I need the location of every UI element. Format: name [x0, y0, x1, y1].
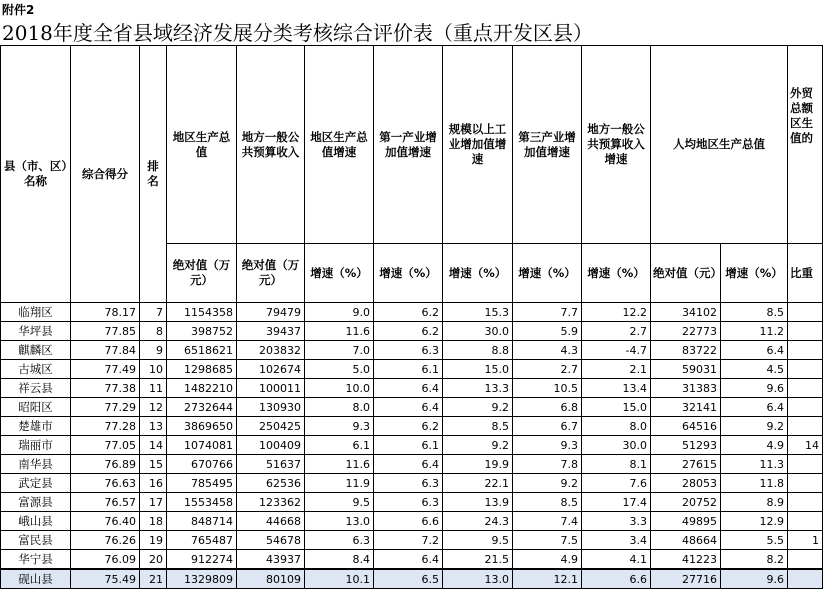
cell-per-capita-abs: 20752: [651, 493, 721, 512]
cell-budget: 100011: [237, 379, 305, 398]
cell-budget-growth: 30.0: [582, 436, 651, 455]
cell-extra: [788, 455, 823, 474]
table-row: [1, 550, 823, 570]
header-gdp: 地区生产总值: [167, 46, 237, 244]
cell-primary-growth: 6.3: [374, 474, 443, 493]
cell-tertiary-growth: 8.5: [513, 493, 582, 512]
cell-per-capita-abs: 27615: [651, 455, 721, 474]
cell-rank: 15: [140, 455, 167, 474]
table-row: [1, 455, 823, 474]
table-row: [1, 531, 823, 550]
cell-rank: 19: [140, 531, 167, 550]
cell-industrial-growth: 30.0: [443, 322, 513, 341]
cell-gdp-growth: 6.1: [305, 436, 374, 455]
cell-gdp-growth: 5.0: [305, 360, 374, 379]
cell-gdp-growth: 9.0: [305, 303, 374, 322]
cell-per-capita-growth: 9.2: [721, 417, 788, 436]
cell-per-capita-growth: 6.4: [721, 341, 788, 360]
cell-gdp-growth: 9.3: [305, 417, 374, 436]
cell-extra: [788, 493, 823, 512]
cell-rank: 9: [140, 341, 167, 360]
table-row: [1, 417, 823, 436]
cell-per-capita-growth: 11.2: [721, 322, 788, 341]
cell-budget: 80109: [237, 569, 305, 589]
cell-score: 76.89: [71, 455, 140, 474]
cell-industrial-growth: 24.3: [443, 512, 513, 531]
table-row: [1, 360, 823, 379]
cell-gdp: 398752: [167, 322, 237, 341]
cell-score: 77.05: [71, 436, 140, 455]
cell-gdp-growth: 7.0: [305, 341, 374, 360]
cell-budget: 250425: [237, 417, 305, 436]
header-score: 综合得分: [71, 46, 140, 303]
cell-rank: 12: [140, 398, 167, 417]
cell-rank: 20: [140, 550, 167, 570]
cell-per-capita-abs: 28053: [651, 474, 721, 493]
cell-per-capita-abs: 41223: [651, 550, 721, 570]
table-title: 2018年度全省县域经济发展分类考核综合评价表（重点开发区县）: [2, 21, 593, 45]
cell-primary-growth: 6.6: [374, 512, 443, 531]
cell-name: 砚山县: [1, 569, 71, 589]
cell-industrial-growth: 19.9: [443, 455, 513, 474]
cell-gdp-growth: 11.6: [305, 455, 374, 474]
cell-industrial-growth: 13.3: [443, 379, 513, 398]
cell-industrial-growth: 9.2: [443, 398, 513, 417]
cell-tertiary-growth: 4.9: [513, 550, 582, 570]
table-body: [1, 303, 823, 589]
sub-gdp-growth: 增速（%）: [305, 244, 374, 303]
cell-budget: 130930: [237, 398, 305, 417]
header-foreign-trade: 外贸总额区生值的: [788, 46, 823, 244]
cell-budget-growth: 3.4: [582, 531, 651, 550]
cell-budget-growth: 6.6: [582, 569, 651, 589]
sub-per-capita-abs: 绝对值（元）: [651, 244, 721, 303]
cell-gdp-growth: 10.0: [305, 379, 374, 398]
cell-industrial-growth: 9.5: [443, 531, 513, 550]
sub-gdp-abs: 绝对值（万元）: [167, 244, 237, 303]
cell-per-capita-growth: 4.9: [721, 436, 788, 455]
cell-gdp: 1482210: [167, 379, 237, 398]
cell-primary-growth: 6.4: [374, 455, 443, 474]
cell-primary-growth: 6.5: [374, 569, 443, 589]
cell-rank: 16: [140, 474, 167, 493]
cell-extra: [788, 303, 823, 322]
cell-name: 古城区: [1, 360, 71, 379]
cell-rank: 17: [140, 493, 167, 512]
cell-gdp: 765487: [167, 531, 237, 550]
cell-gdp-growth: 8.0: [305, 398, 374, 417]
cell-gdp: 1074081: [167, 436, 237, 455]
cell-industrial-growth: 9.2: [443, 436, 513, 455]
cell-gdp: 1154358: [167, 303, 237, 322]
cell-rank: 14: [140, 436, 167, 455]
table-row: [1, 341, 823, 360]
cell-industrial-growth: 15.0: [443, 360, 513, 379]
cell-primary-growth: 6.2: [374, 322, 443, 341]
cell-tertiary-growth: 9.3: [513, 436, 582, 455]
cell-extra: 14: [788, 436, 823, 455]
sub-tertiary-growth: 增速（%）: [513, 244, 582, 303]
cell-tertiary-growth: 7.7: [513, 303, 582, 322]
cell-score: 76.63: [71, 474, 140, 493]
cell-name: 南华县: [1, 455, 71, 474]
cell-tertiary-growth: 7.4: [513, 512, 582, 531]
cell-budget-growth: 2.7: [582, 322, 651, 341]
cell-score: 77.84: [71, 341, 140, 360]
cell-industrial-growth: 15.3: [443, 303, 513, 322]
cell-name: 华宁县: [1, 550, 71, 570]
annex-label: 附件2: [2, 3, 35, 17]
cell-per-capita-growth: 8.2: [721, 550, 788, 570]
sub-industrial-growth: 增速（%）: [443, 244, 513, 303]
cell-gdp: 6518621: [167, 341, 237, 360]
table-row: [1, 474, 823, 493]
cell-name: 临翔区: [1, 303, 71, 322]
cell-score: 77.49: [71, 360, 140, 379]
cell-score: 76.09: [71, 550, 140, 570]
cell-budget-growth: 8.1: [582, 455, 651, 474]
table-row: [1, 569, 823, 589]
cell-name: 华坪县: [1, 322, 71, 341]
cell-per-capita-abs: 48664: [651, 531, 721, 550]
cell-extra: [788, 474, 823, 493]
cell-rank: 11: [140, 379, 167, 398]
cell-industrial-growth: 22.1: [443, 474, 513, 493]
cell-per-capita-abs: 22773: [651, 322, 721, 341]
cell-score: 77.29: [71, 398, 140, 417]
cell-gdp: 1329809: [167, 569, 237, 589]
cell-extra: [788, 341, 823, 360]
cell-name: 武定县: [1, 474, 71, 493]
cell-score: 77.85: [71, 322, 140, 341]
header-industrial-growth: 规模以上工业增加值增速: [443, 46, 513, 244]
cell-budget: 100409: [237, 436, 305, 455]
cell-rank: 10: [140, 360, 167, 379]
cell-tertiary-growth: 7.5: [513, 531, 582, 550]
cell-score: 76.40: [71, 512, 140, 531]
cell-per-capita-growth: 9.6: [721, 379, 788, 398]
cell-budget: 102674: [237, 360, 305, 379]
cell-primary-growth: 6.2: [374, 303, 443, 322]
cell-gdp: 1298685: [167, 360, 237, 379]
cell-name: 峨山县: [1, 512, 71, 531]
sub-ratio: 比重: [788, 244, 823, 303]
cell-gdp-growth: 9.5: [305, 493, 374, 512]
header-budget-growth: 地方一般公共预算收入增速: [582, 46, 651, 244]
cell-budget-growth: 7.6: [582, 474, 651, 493]
cell-extra: [788, 417, 823, 436]
cell-per-capita-growth: 12.9: [721, 512, 788, 531]
cell-primary-growth: 6.1: [374, 436, 443, 455]
cell-gdp-growth: 11.6: [305, 322, 374, 341]
cell-rank: 8: [140, 322, 167, 341]
cell-primary-growth: 6.4: [374, 550, 443, 570]
cell-industrial-growth: 21.5: [443, 550, 513, 570]
cell-budget-growth: 2.1: [582, 360, 651, 379]
cell-budget: 203832: [237, 341, 305, 360]
cell-per-capita-abs: 49895: [651, 512, 721, 531]
cell-industrial-growth: 13.0: [443, 569, 513, 589]
cell-primary-growth: 6.3: [374, 341, 443, 360]
cell-extra: [788, 550, 823, 570]
header-gdp-growth: 地区生产总值增速: [305, 46, 374, 244]
cell-budget-growth: 13.4: [582, 379, 651, 398]
cell-gdp: 912274: [167, 550, 237, 570]
cell-budget-growth: 12.2: [582, 303, 651, 322]
cell-budget-growth: -4.7: [582, 341, 651, 360]
cell-score: 76.26: [71, 531, 140, 550]
header-budget-income: 地方一般公共预算收入: [237, 46, 305, 244]
header-primary-growth: 第一产业增加值增速: [374, 46, 443, 244]
table-row: [1, 436, 823, 455]
cell-rank: 21: [140, 569, 167, 589]
cell-extra: [788, 360, 823, 379]
cell-tertiary-growth: 9.2: [513, 474, 582, 493]
table-row: [1, 322, 823, 341]
cell-per-capita-growth: 5.5: [721, 531, 788, 550]
cell-primary-growth: 6.1: [374, 360, 443, 379]
evaluation-table: [0, 45, 823, 589]
cell-primary-growth: 6.3: [374, 493, 443, 512]
cell-gdp: 3869650: [167, 417, 237, 436]
table-row: [1, 493, 823, 512]
cell-budget-growth: 15.0: [582, 398, 651, 417]
table-row: [1, 398, 823, 417]
cell-name: 麒麟区: [1, 341, 71, 360]
cell-industrial-growth: 13.9: [443, 493, 513, 512]
cell-tertiary-growth: 6.7: [513, 417, 582, 436]
cell-per-capita-growth: 11.8: [721, 474, 788, 493]
cell-budget: 43937: [237, 550, 305, 570]
header-per-capita-gdp: 人均地区生产总值: [651, 46, 788, 244]
cell-gdp-growth: 11.9: [305, 474, 374, 493]
cell-extra: [788, 322, 823, 341]
header-rank: 排名: [140, 46, 167, 303]
cell-per-capita-growth: 8.9: [721, 493, 788, 512]
sub-primary-growth: 增速（%）: [374, 244, 443, 303]
cell-extra: 1: [788, 531, 823, 550]
cell-extra: [788, 379, 823, 398]
cell-primary-growth: 7.2: [374, 531, 443, 550]
cell-rank: 13: [140, 417, 167, 436]
cell-name: 瑞丽市: [1, 436, 71, 455]
cell-per-capita-abs: 59031: [651, 360, 721, 379]
header-tertiary-growth: 第三产业增加值增速: [513, 46, 582, 244]
cell-name: 昭阳区: [1, 398, 71, 417]
cell-tertiary-growth: 7.8: [513, 455, 582, 474]
cell-score: 76.57: [71, 493, 140, 512]
cell-score: 78.17: [71, 303, 140, 322]
cell-budget-growth: 17.4: [582, 493, 651, 512]
cell-primary-growth: 6.2: [374, 417, 443, 436]
cell-score: 77.38: [71, 379, 140, 398]
cell-budget: 51637: [237, 455, 305, 474]
cell-name: 楚雄市: [1, 417, 71, 436]
sub-budget-growth: 增速（%）: [582, 244, 651, 303]
cell-tertiary-growth: 6.8: [513, 398, 582, 417]
cell-gdp-growth: 8.4: [305, 550, 374, 570]
cell-primary-growth: 6.4: [374, 379, 443, 398]
cell-per-capita-abs: 64516: [651, 417, 721, 436]
cell-per-capita-growth: 11.3: [721, 455, 788, 474]
cell-extra: [788, 569, 823, 589]
cell-name: 富民县: [1, 531, 71, 550]
header-name: 县（市、区）名称: [1, 46, 71, 303]
cell-gdp-growth: 10.1: [305, 569, 374, 589]
cell-per-capita-growth: 8.5: [721, 303, 788, 322]
cell-per-capita-growth: 4.5: [721, 360, 788, 379]
cell-gdp: 785495: [167, 474, 237, 493]
cell-budget-growth: 3.3: [582, 512, 651, 531]
cell-gdp-growth: 13.0: [305, 512, 374, 531]
cell-rank: 18: [140, 512, 167, 531]
cell-rank: 7: [140, 303, 167, 322]
cell-industrial-growth: 8.8: [443, 341, 513, 360]
table-row: [1, 379, 823, 398]
cell-per-capita-abs: 83722: [651, 341, 721, 360]
sub-per-capita-growth: 增速（%）: [721, 244, 788, 303]
cell-budget: 62536: [237, 474, 305, 493]
cell-name: 富源县: [1, 493, 71, 512]
cell-extra: [788, 398, 823, 417]
table-row: [1, 512, 823, 531]
table-row: [1, 303, 823, 322]
cell-budget: 44668: [237, 512, 305, 531]
cell-tertiary-growth: 12.1: [513, 569, 582, 589]
cell-budget-growth: 8.0: [582, 417, 651, 436]
cell-per-capita-abs: 32141: [651, 398, 721, 417]
cell-budget: 123362: [237, 493, 305, 512]
cell-per-capita-abs: 31383: [651, 379, 721, 398]
cell-per-capita-abs: 27716: [651, 569, 721, 589]
cell-primary-growth: 6.4: [374, 398, 443, 417]
cell-per-capita-growth: 6.4: [721, 398, 788, 417]
cell-tertiary-growth: 5.9: [513, 322, 582, 341]
cell-score: 75.49: [71, 569, 140, 589]
cell-industrial-growth: 8.5: [443, 417, 513, 436]
cell-budget: 39437: [237, 322, 305, 341]
cell-score: 77.28: [71, 417, 140, 436]
cell-budget-growth: 4.1: [582, 550, 651, 570]
cell-per-capita-abs: 51293: [651, 436, 721, 455]
sub-budget-abs: 绝对值（万元）: [237, 244, 305, 303]
cell-tertiary-growth: 2.7: [513, 360, 582, 379]
cell-tertiary-growth: 4.3: [513, 341, 582, 360]
cell-name: 祥云县: [1, 379, 71, 398]
cell-gdp-growth: 6.3: [305, 531, 374, 550]
cell-extra: [788, 512, 823, 531]
spreadsheet: [0, 45, 820, 586]
cell-gdp: 670766: [167, 455, 237, 474]
cell-tertiary-growth: 10.5: [513, 379, 582, 398]
cell-gdp: 2732644: [167, 398, 237, 417]
cell-budget: 54678: [237, 531, 305, 550]
cell-per-capita-growth: 9.6: [721, 569, 788, 589]
cell-budget: 79479: [237, 303, 305, 322]
cell-per-capita-abs: 34102: [651, 303, 721, 322]
cell-gdp: 848714: [167, 512, 237, 531]
cell-gdp: 1553458: [167, 493, 237, 512]
